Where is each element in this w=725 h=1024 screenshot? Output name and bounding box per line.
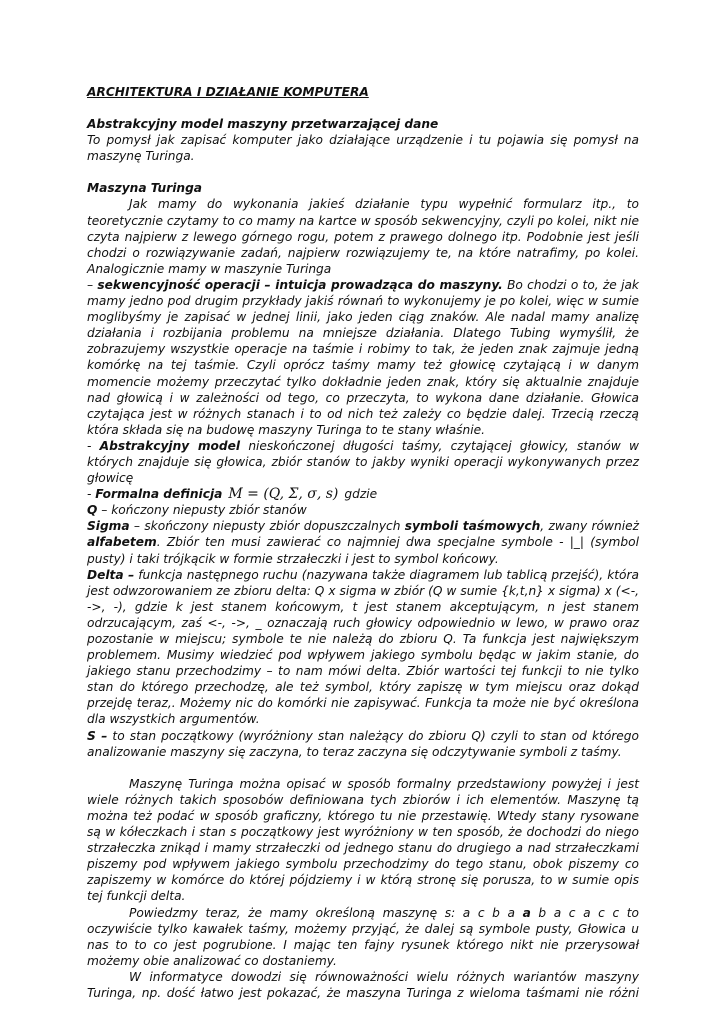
text-delta: funkcja następnego ruchu (nazywana także diagramem lub tablicą przejść), która jest odwzorowaniem ze zbioru delta: Q x sigma w zbiór (Q w sumie {k,t,n} x sigma) x (<-, ->, -), gdzie k jest stanem końcowym, t jest stanem akceptującym, n jest stanem odrzucającym, zaś <-, ->, _ oznaczają ruch głowicy odpowiednio w lewo, w prawo oraz pozostanie w miejscu; symbole te nie należą do zbioru Q. Ta funkcja jest największym problemem. Musimy wiedzieć pod wpływem jakiego symbolu będąc w jakim stanie, do jakiego stanu przechodzimy – to nam mówi delta. Zbiór wartości tej funkcji to nie tylko stan do którego przechodzę, ale też symbol, który zapiszę w tym miejscu oraz dokąd przejdę teraz,. Możemy nic do komórki nie zapisywać. Funkcja ta może nie być określona dla wszystkich argumentów.: [87, 567, 639, 727]
text-s: to stan początkowy (wyróżniony stan należący do zbioru Q) czyli to stan od którego analizowanie maszyny się zaczyna, to teraz zaczyna się odczytywanie symboli z taśmy.: [87, 728, 639, 759]
bold-abstract-model: Abstrakcyjny model: [99, 438, 241, 453]
paragraph-formal-definition: [87, 486, 639, 502]
term-delta: Delta –: [87, 567, 135, 582]
section-heading-abstract: Abstrakcyjny model maszyny przetwarzającej dane: [87, 117, 439, 132]
tape-head-symbol: a: [522, 905, 531, 920]
text-where: gdzie: [344, 487, 378, 502]
paragraph-sequential: [87, 277, 639, 438]
text-abstract-model: nieskończonej długości taśmy, czytającej głowicy, stanów w których znajduje się głowica, zbiór stanów to jakby wyniki operacji wykonywanych przez głowicę: [87, 438, 639, 486]
definition-s: [87, 728, 639, 760]
term-q: Q: [87, 503, 98, 518]
definition-sigma: [87, 518, 639, 566]
text-sequential: Bo chodzi o to, że jak mamy jedno pod drugim przykłady jakiś równań to wykonujemy je po kolei, więc w sumie moglibyśmy je zapisać w jednej linii, jako jeden ciąg znaków. Ale nadal mamy analizę działania i rozbijania problemu na mniejsze działania. Dlatego Tubing wymyślił, że zobrazujemy wszystkie operacje na taśmie i robimy to tak, że jeden znak zajmuje jedną komórkę na tej taśmie. Czyli oprócz taśmy mamy też głowicę czytającą i w danym momencie możemy przeczytać tylko dokładnie jeden znak, który się aktualnie znajduje nad głowicą i w zależności od tego, co przeczyta, to wykona dane działanie. Głowica czytająca jest w różnych stanach i to od nich też zależy co będzie dalej. Trzecią rzeczą która składa się na budowę maszyny Turinga to te stany właśnie.: [87, 277, 639, 437]
term-s: S –: [87, 728, 108, 743]
text-tape-a: Powiedzmy teraz, że mamy określoną maszynę s: a c b a: [129, 905, 523, 920]
section-heading-turing: Maszyna Turinga: [87, 181, 203, 196]
document-page: [87, 84, 639, 1001]
term-tape-symbols: symboli taśmowych: [404, 519, 541, 534]
text-tape-b: b a c a c c to oczywiście tylko kawałek taśmy, możemy przyjąć, że dalej są symbole pusty, Głowica u nas to to co jest pogrubione. I mając ten fajny rysunek którego nikt nie przerysował możemy obie analizować co dostaniemy.: [87, 905, 639, 968]
paragraph-tape-example: [87, 905, 639, 969]
paragraph-abstract-model: [87, 438, 639, 486]
paragraph-abstract: To pomysł jak zapisać komputer jako działające urządzenie i tu pojawia się pomysł na maszynę Turinga.: [87, 133, 639, 164]
paragraph-turing-intro: Jak mamy do wykonania jakieś działanie typu wypełnić formularz itp., to teoretycznie czytamy to co mamy na kartce w sposób sekwencyjny, czyli po kolei, nikt nie czyta najpierw z lewego górnego rogu, potem z prawego dolnego itp. Podobnie jest jeśli chodzi o rozwiązywanie zadań, najpierw rozwiązujemy te, na które natrafimy, po kolei. Analogicznie mamy w maszynie Turinga: [87, 197, 639, 276]
text-q: – kończony niepusty zbiór stanów: [97, 503, 307, 518]
definition-delta: [87, 567, 639, 728]
definition-q: [87, 502, 639, 518]
dash: –: [87, 277, 98, 292]
term-alphabet: alfabetem: [87, 535, 157, 550]
bold-sequential: sekwencyjność operacji – intuicja prowadząca do maszyny.: [97, 277, 503, 292]
text-sigma-3: . Zbiór ten musi zawierać co najmniej dwa specjalne symbole - |_| (symbol pusty) i taki trójkącik w formie strzałeczki i jest to symbol końcowy.: [87, 535, 639, 566]
dash: -: [87, 438, 100, 453]
document-title: ARCHITEKTURA I DZIAŁANIE KOMPUTERA: [87, 85, 369, 99]
paragraph-equivalence: W informatyce dowodzi się równoważności wielu różnych wariantów maszyny Turinga, np. dość łatwo jest pokazać, że maszyna Turinga z wieloma taśmami nie różni: [87, 969, 639, 1000]
formula-machine: M = (Q, Σ, σ, s): [228, 486, 339, 503]
text-sigma-2: , zwany również: [540, 519, 639, 534]
paragraph-formal-description: Maszynę Turinga można opisać w sposób formalny przedstawiony powyżej i jest wiele różnych takich sposobów definiowana tych zbiorów i ich elementów. Maszynę tą można też podać w sposób graficzny, którego tu nie przestawię. Wtedy stany rysowane są w kółeczkach i stan s początkowy jest wyróżniony w ten sposób, że dochodzi do niego strzałeczka znikąd i mamy strzałeczki od jednego stanu do drugiego a nad strzałeczkami piszemy pod wpływem jakiego symbolu przechodzimy do tego stanu, obok piszemy co zapiszemy w komórce do której pójdziemy i w którą stronę się porusza, to w sumie opis tej funkcji delta.: [87, 776, 639, 904]
bold-formal-definition: Formalna definicja: [95, 487, 223, 502]
text-sigma-1: – skończony niepusty zbiór dopuszczalnych: [129, 519, 405, 534]
dash: -: [87, 487, 96, 502]
term-sigma: Sigma: [87, 519, 130, 534]
